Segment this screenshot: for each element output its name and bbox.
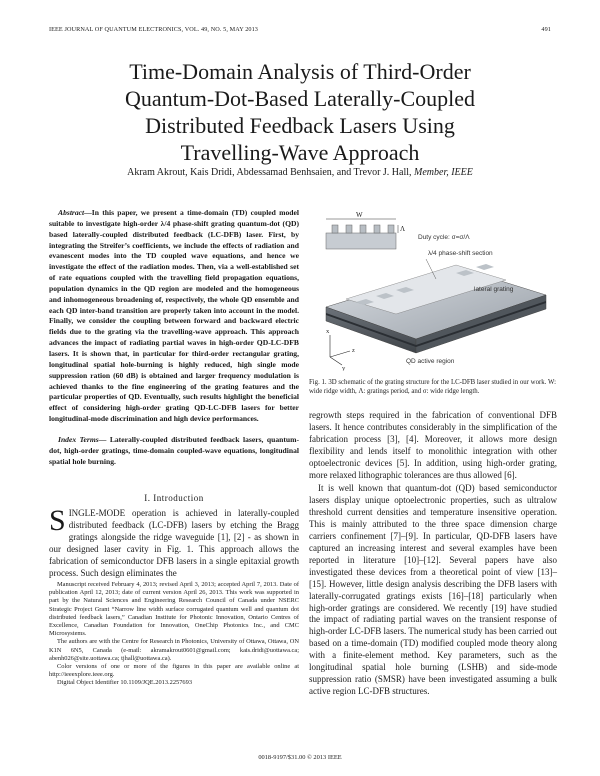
laser-structure-3d xyxy=(326,264,546,353)
intro-paragraph xyxy=(49,504,299,579)
footnote-affiliation: The authors are with the Centre for Research in Photonics, University of Ottawa, Ottawa, ON K1N 6N5, Canada (e-mail: akramakrout0601@gmail.com; kais.dridi@uottawa.ca; abenh026@site.uottawa.ca; tjhall@uottawa.ca). xyxy=(49,638,299,662)
index-terms-text: — Laterally-coupled distributed feedback lasers, quantum-dot, high-order gratings, time-domain coupled-wave equations, longitudinal spatial hole burning. xyxy=(49,434,299,466)
title-line: Travelling-Wave Approach xyxy=(180,140,420,165)
label-lateral-grating: lateral grating xyxy=(474,286,514,293)
label-w: W xyxy=(356,211,363,219)
title-line: Time-Domain Analysis of Third-Order xyxy=(129,59,471,84)
author-names: Akram Akrout, Kais Dridi, Abdessamad Benhsaien, and Trevor J. Hall, xyxy=(127,167,412,178)
author-membership: Member, IEEE xyxy=(414,167,473,178)
section-heading: I. Introduction xyxy=(144,493,204,503)
axis-y-label: y xyxy=(342,365,346,371)
axis-z-label: z xyxy=(352,347,355,354)
page-number: 491 xyxy=(541,26,551,33)
title-line: Distributed Feedback Lasers Using xyxy=(145,113,455,138)
paragraph: It is well known that quantum-dot (QD) based semiconductor lasers display unique optoelectronic properties, such as ultralow threshold current densities and temperature insensitive operation. This is mainly attributed to the three space dimension charge carriers confinement [7]–[9]. In particular, QD-DFB lasers have captured an increasing interest and several examples have been reported in literature [10]–[12]. Several papers have also investigated these devices from a theoretical point of view [13]–[15]. However, little design analysis describing the DFB lasers with laterally-corrugated gratings exists [16]–[18] particularly when high-order gratings are considered. We recently [19] have studied the impact of radiating partial waves on the transient response of high-order LC-DFB lasers. The numerical study has been carried out based on a time-domain (TD) modified coupled mode theory along with a finite-element method. Key parameters, such as the longitudinal spatial hole burning (LSHB) and side-mode suppression ratio (SMSR) have been investigated assuming a bulk active region LC-DFB structures. xyxy=(309,483,557,696)
author-line xyxy=(40,167,560,178)
title-line: Quantum-Dot-Based Laterally-Coupled xyxy=(124,86,476,111)
copyright-line: 0018-9197/$31.00 © 2013 IEEE xyxy=(258,754,342,761)
footnote-doi: Digital Object Identifier 10.1109/JQE.2013.2257693 xyxy=(57,679,193,687)
label-duty-cycle: Duty cycle: σ=σ/Λ xyxy=(418,234,470,241)
label-qd-active-region: QD active region xyxy=(406,358,455,365)
intro-first-word: INGLE-MODE xyxy=(68,508,126,518)
abstract-lead: Abstract xyxy=(58,208,85,217)
axis-x-label: x xyxy=(326,328,330,335)
label-lambda: Λ xyxy=(400,225,406,233)
footnote-color: Color versions of one or more of the figures in this paper are available online at http://ieeexplore.ieee.org. xyxy=(49,663,299,679)
running-head xyxy=(49,26,551,36)
drop-cap: S xyxy=(49,504,66,537)
index-terms-lead: Index Terms xyxy=(58,434,99,444)
journal-name: IEEE JOURNAL OF QUANTUM ELECTRONICS, VOL. 49, NO. 5, MAY 2013 xyxy=(49,26,258,33)
footnote-manuscript: Manuscript received February 4, 2013; revised April 3, 2013; accepted April 7, 2013. Date of publication April 12, 2013; date of current version April 26, 2013. This work was supported in part by the Natural Sciences and Engineering Research Council of Canada under NSERC Strategic Project Grant “Narrow line width surface corrugated quantum well and quantum dot distributed feedback lasers,” Canadian Institute for Photonic Innovation, Ontario Centres of Excellence, Canadian Foundation for Innovation, OneChip Photonics Inc., and CMC Microsystems. xyxy=(49,581,299,638)
coordinate-axes xyxy=(330,335,350,365)
abstract-text: —In this paper, we present a time-domain (TD) coupled model suitable to investigate high-order λ/4 phase-shift grating quantum-dot (QD) based laterally-coupled distributed feedback (LC-DFB) laser. First, by integrating the Streifer’s coefficients, we include the effects of radiation and evanescent modes into the TD coupled wave equations, and hence we investigate the effect of the radiation modes. Then, via a well-established set of rate equations coupled with the travelling field propagation equations, population dynamics in the QD region are modeled and the homogeneous and inhomogeneous broadening of, respectively, the whole QD ensemble and each QD inter-band transition are properly taken into account in the model. Finally, we consider the coupling between forward and backward electric fields due to the grating via the travelling-wave approach. This approach advances the impact of radiating partial waves in high-order QD-LC-DFB lasers. It is shown that, in particular for third-order rectangular grating, longitudinal spatial hole-burning is highly reduced, high single mode suppression ration (60 dB) is obtained and larger frequency modulation is achieved thanks to the fine engineering of the grating features and the particular properties of QD. Eventually, such results highlight the beneficial effect of considering high-order grating QD-LC-DFB lasers for better longitudinal-mode discrimination and high device performances. xyxy=(49,208,299,424)
paper-title xyxy=(40,58,560,166)
figure-grating-schematic xyxy=(306,207,556,371)
paragraph: regrowth steps required in the fabrication of conventional DFB lasers. It hence contributes considerably in the simplification of the fabrication process [3], [4]. Moreover, it allows more design flexibility and lends itself to monolithic integration with other optoelectronic devices [5]. In addition, using high-order grating, more relaxed lithographic tolerances are thus allowed [6]. xyxy=(309,410,557,480)
left-column xyxy=(49,208,299,467)
abstract xyxy=(49,208,299,425)
right-column xyxy=(309,410,557,698)
label-phase-shift: λ/4 phase-shift section xyxy=(428,250,493,257)
footnotes xyxy=(49,581,299,688)
intro-text: operation is achieved in laterally-coupled distributed feedback (LC-DFB) lasers by etching the Bragg gratings alongside the ridge waveguide [1], [2] - as shown in our designed laser cavity in Fig. 1. This approach allows the fabrication of semiconductor DFB lasers in a single epitaxial growth process. Such design eliminates the xyxy=(49,508,299,578)
index-terms xyxy=(49,435,299,468)
grating-inset xyxy=(326,219,398,249)
figure-caption: Fig. 1. 3D schematic of the grating structure for the LC-DFB laser studied in our work. W: wide ridge width, Λ: gratings period, and σ: wide ridge length. xyxy=(309,379,556,395)
